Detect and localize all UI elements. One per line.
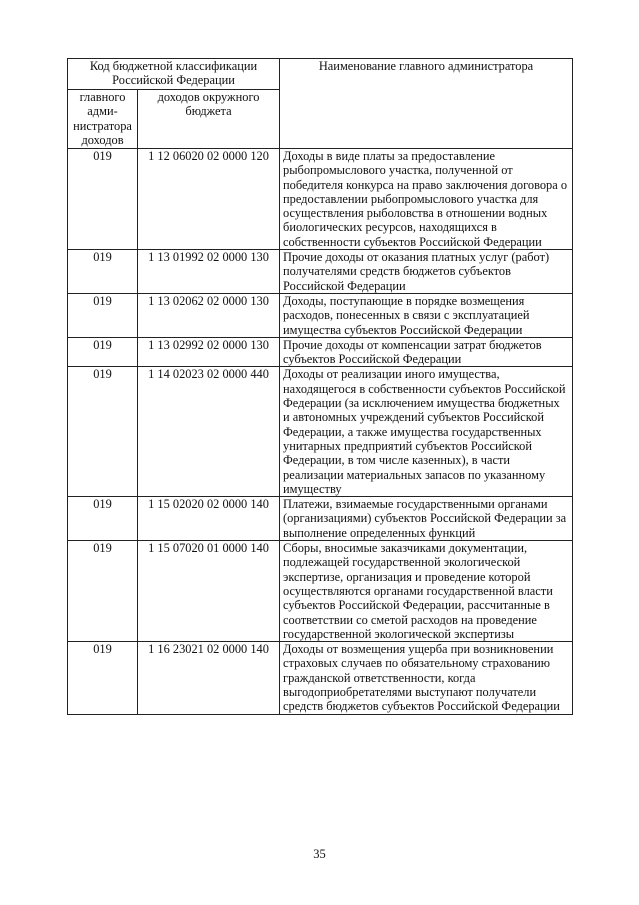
income-name-cell: Доходы от возмещения ущерба при возникновении страховых случаев по обязательному страхованию гражданской ответственности, когда выгодоприобретателями выступают получатели средств бюджетов субъектов Российской Федерации (280, 642, 573, 714)
admin-code-cell: 019 (68, 250, 138, 294)
admin-code-cell: 019 (68, 497, 138, 541)
income-code-cell: 1 15 02020 02 0000 140 (138, 497, 280, 541)
income-code-cell: 1 14 02023 02 0000 440 (138, 367, 280, 497)
budget-classification-table (67, 58, 573, 715)
income-code-cell: 1 13 02062 02 0000 130 (138, 293, 280, 337)
admin-code-cell: 019 (68, 642, 138, 714)
header-main-administrator: главного адми- нистратора доходов (68, 90, 138, 149)
table-row (68, 337, 573, 367)
income-code-cell: 1 16 23021 02 0000 140 (138, 642, 280, 714)
table-row (68, 367, 573, 497)
table-row (68, 642, 573, 714)
income-code-cell: 1 13 02992 02 0000 130 (138, 337, 280, 367)
header-district-budget-income: доходов окружного бюджета (138, 90, 280, 149)
table-row (68, 541, 573, 642)
income-name-cell: Доходы от реализации иного имущества, находящегося в собственности субъектов Российской Федерации (за исключением имущества бюджетных и автономных учреждений субъектов Российской Федерации, а также имущества государственных унитарных предприятий субъектов Российской Федерации, в том числе казенных), в части реализации материальных запасов по указанному имуществу (280, 367, 573, 497)
header-budget-code-group: Код бюджетной классификации Российской Федерации (68, 59, 280, 90)
page-number: 35 (313, 847, 326, 861)
admin-code-cell: 019 (68, 541, 138, 642)
table-row (68, 497, 573, 541)
admin-code-cell: 019 (68, 293, 138, 337)
table-row (68, 149, 573, 250)
table-row (68, 293, 573, 337)
income-name-cell: Прочие доходы от компенсации затрат бюджетов субъектов Российской Федерации (280, 337, 573, 367)
table-row (68, 250, 573, 294)
income-code-cell: 1 12 06020 02 0000 120 (138, 149, 280, 250)
table-body (68, 149, 573, 715)
admin-code-cell: 019 (68, 337, 138, 367)
income-name-cell: Доходы, поступающие в порядке возмещения расходов, понесенных в связи с эксплуатацией имущества субъектов Российской Федерации (280, 293, 573, 337)
header-administrator-name: Наименование главного администратора (280, 59, 573, 149)
income-code-cell: 1 13 01992 02 0000 130 (138, 250, 280, 294)
income-code-cell: 1 15 07020 01 0000 140 (138, 541, 280, 642)
admin-code-cell: 019 (68, 367, 138, 497)
income-name-cell: Платежи, взимаемые государственными органами (организациями) субъектов Российской Федерации за выполнение определенных функций (280, 497, 573, 541)
admin-code-cell: 019 (68, 149, 138, 250)
income-name-cell: Прочие доходы от оказания платных услуг (работ) получателями средств бюджетов субъектов Российской Федерации (280, 250, 573, 294)
income-name-cell: Сборы, вносимые заказчиками документации, подлежащей государственной экологической экспертизе, организация и проведение которой осуществляются органами государственной власти субъектов Российской Федерации, рассчитанные в соответствии со сметой расходов на проведение государственной экологической экспертизы (280, 541, 573, 642)
income-name-cell: Доходы в виде платы за предоставление рыбопромыслового участка, полученной от победителя конкурса на право заключения договора о предоставлении рыбопромыслового участка для осуществления рыболовства в отношении водных биологических ресурсов, находящихся в собственности субъектов Российской Федерации (280, 149, 573, 250)
